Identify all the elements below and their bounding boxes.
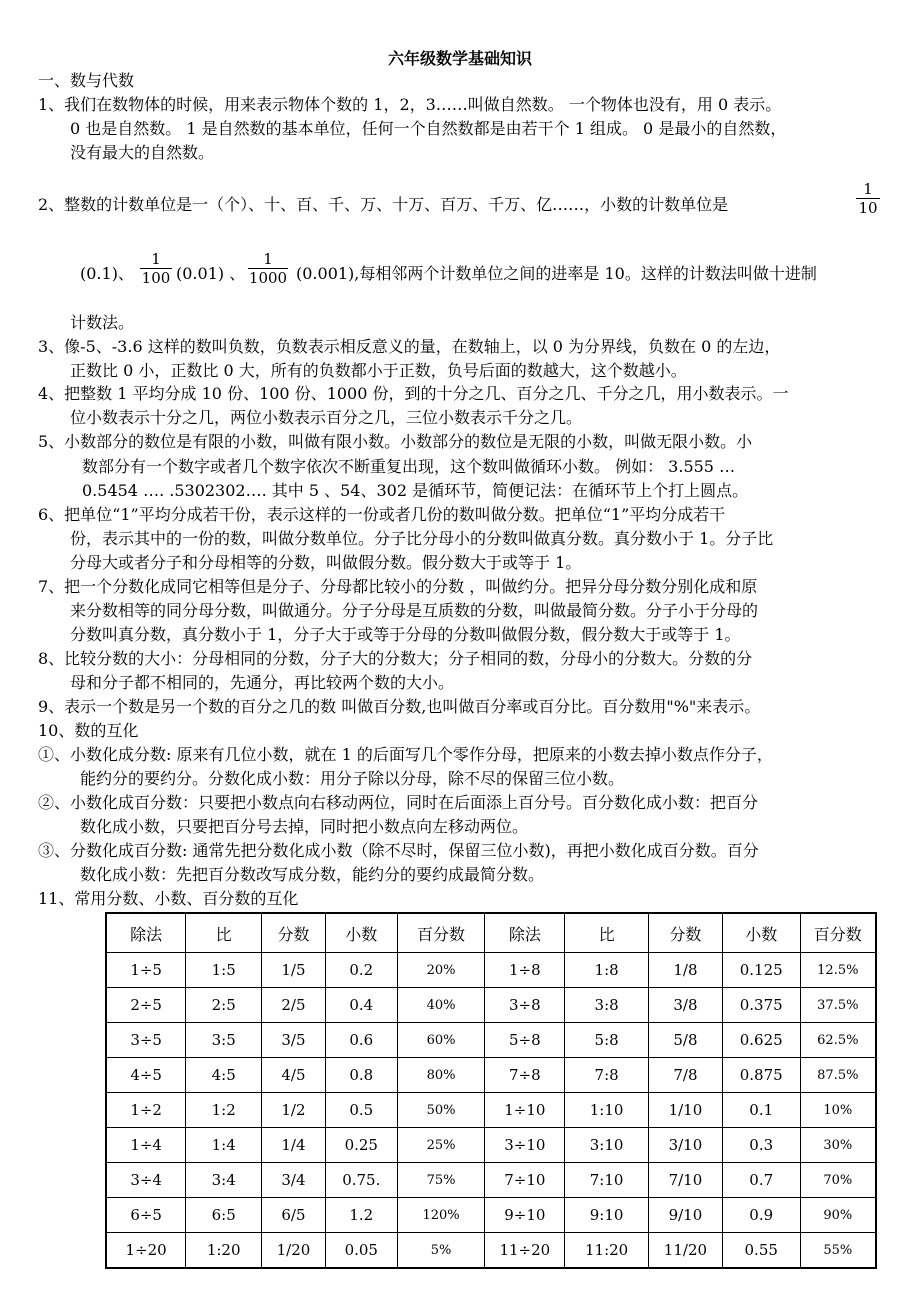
table-cell: 1/10 — [649, 1093, 723, 1128]
header-cell: 小数 — [722, 913, 800, 953]
table-row — [106, 1058, 876, 1093]
table-row — [106, 1163, 876, 1198]
table-cell: 0.875 — [722, 1058, 800, 1093]
fraction-one-thousandth — [248, 250, 288, 287]
table-cell: 0.25 — [325, 1128, 397, 1163]
header-cell: 百分数 — [800, 913, 876, 953]
paragraph-line: ②、小数化成百分数：只要把小数点向右移动两位，同时在后面添上百分号。百分数化成小数：把百分 — [38, 793, 759, 812]
fraction-numerator: 1 — [856, 180, 880, 199]
table-cell: 4÷5 — [106, 1058, 186, 1093]
table-row — [106, 1023, 876, 1058]
table-cell: 1/8 — [649, 953, 723, 988]
table-cell: 0.375 — [722, 988, 800, 1023]
header-cell: 除法 — [106, 913, 186, 953]
table-cell: 1/2 — [262, 1093, 326, 1128]
table-cell: 87.5% — [800, 1058, 876, 1093]
table-cell: 0.6 — [325, 1023, 397, 1058]
table-cell: 6÷5 — [106, 1198, 186, 1233]
paragraph-line: 母和分子都不相同的，先通分，再比较两个数的大小。 — [70, 673, 455, 692]
paragraph-line: 计数法。 — [70, 313, 135, 332]
paragraph-line: ③、分数化成百分数: 通常先把分数化成小数（除不尽时，保留三位小数)，再把小数化成百分数。百分 — [38, 841, 759, 860]
paragraph-line: 7、把一个分数化成同它相等但是分子、分母都比较小的分数 ，叫做约分。把异分母分数分别化成和原 — [38, 577, 758, 596]
table-cell: 4/5 — [262, 1058, 326, 1093]
table-cell: 0.3 — [722, 1128, 800, 1163]
header-cell: 百分数 — [397, 913, 485, 953]
table-cell: 1:2 — [186, 1093, 262, 1128]
table-cell: 120% — [397, 1198, 485, 1233]
table-cell: 11÷20 — [485, 1233, 565, 1269]
table-cell: 1/5 — [262, 953, 326, 988]
table-cell: 0.5 — [325, 1093, 397, 1128]
fraction-numerator: 1 — [140, 250, 172, 269]
table-cell: 1:5 — [186, 953, 262, 988]
table-cell: 80% — [397, 1058, 485, 1093]
header-cell: 比 — [565, 913, 649, 953]
table-cell: 0.4 — [325, 988, 397, 1023]
table-cell: 6/5 — [262, 1198, 326, 1233]
paragraph-line: 9、表示一个数是另一个数的百分之几的数 叫做百分数,也叫做百分率或百分比。百分数用"%"来表示。 — [38, 697, 761, 716]
table-cell: 1÷5 — [106, 953, 186, 988]
table-cell: 3/10 — [649, 1128, 723, 1163]
section-heading: 一、数与代数 — [38, 71, 135, 90]
paragraph-line: 10、数的互化 — [38, 721, 139, 740]
table-header-row — [106, 913, 876, 953]
table-cell: 62.5% — [800, 1023, 876, 1058]
fraction-numerator: 1 — [248, 250, 288, 269]
table-cell: 11/20 — [649, 1233, 723, 1269]
conversion-table — [105, 912, 877, 1269]
table-row — [106, 988, 876, 1023]
table-cell: 7÷8 — [485, 1058, 565, 1093]
paragraph-line: 1、我们在数物体的时候，用来表示物体个数的 1，2，3……叫做自然数。 一个物体也没有，用 0 表示。 — [38, 95, 782, 114]
table-cell: 1/20 — [262, 1233, 326, 1269]
table-cell: 5:8 — [565, 1023, 649, 1058]
table-cell: 75% — [397, 1163, 485, 1198]
table-cell: 1÷4 — [106, 1128, 186, 1163]
paragraph-line: 8、比较分数的大小：分母相同的分数，分子大的分数大；分子相同的数，分母小的分数大。分数的分 — [38, 649, 753, 668]
table-cell: 1/4 — [262, 1128, 326, 1163]
table-cell: 0.125 — [722, 953, 800, 988]
table-cell: 3÷10 — [485, 1128, 565, 1163]
table-row — [106, 1128, 876, 1163]
table-cell: 70% — [800, 1163, 876, 1198]
paragraph-line: 2、整数的计数单位是一（个）、十、百、千、万、十万、百万、千万、亿……，小数的计数单位是 — [38, 195, 729, 214]
paragraph-line: 份，表示其中的一份的数，叫做分数单位。分子比分母小的分数叫做真分数。真分数小于 1。分子比 — [70, 529, 774, 548]
header-cell: 比 — [186, 913, 262, 953]
paragraph-line: 0.5454 …. .5302302…. 其中 5 、54、302 是循环节，简便记法：在循环节上个打上圆点。 — [82, 481, 749, 500]
paragraph-line: 数部分有一个数字或者几个数字依次不断重复出现，这个数叫做循环小数。 例如： 3.555 … — [82, 457, 736, 476]
table-row — [106, 1233, 876, 1269]
paragraph-line: (0.001),每相邻两个计数单位之间的进率是 10。这样的计数法叫做十进制 — [296, 264, 817, 283]
table-cell: 1:10 — [565, 1093, 649, 1128]
table-cell: 5% — [397, 1233, 485, 1269]
paragraph-line: 来分数相等的同分母分数，叫做通分。分子分母是互质数的分数，叫做最简分数。分子小于分母的 — [70, 601, 759, 620]
table-cell: 50% — [397, 1093, 485, 1128]
table-cell: 0.1 — [722, 1093, 800, 1128]
header-cell: 小数 — [325, 913, 397, 953]
table-cell: 30% — [800, 1128, 876, 1163]
table-cell: 11:20 — [565, 1233, 649, 1269]
paragraph-line: 11、常用分数、小数、百分数的互化 — [38, 889, 299, 908]
fraction-denominator: 100 — [141, 269, 171, 287]
table-cell: 9/10 — [649, 1198, 723, 1233]
fraction-denominator: 10 — [858, 199, 878, 217]
table-row — [106, 1198, 876, 1233]
table-cell: 0.9 — [722, 1198, 800, 1233]
table-cell: 60% — [397, 1023, 485, 1058]
paragraph-line: 没有最大的自然数。 — [70, 143, 215, 162]
table-cell: 7/8 — [649, 1058, 723, 1093]
table-cell: 7/10 — [649, 1163, 723, 1198]
paragraph-line: 数化成小数，只要把百分号去掉，同时把小数点向左移动两位。 — [80, 817, 529, 836]
table-cell: 10% — [800, 1093, 876, 1128]
table-cell: 3:8 — [565, 988, 649, 1023]
page-title: 六年级数学基础知识 — [387, 49, 532, 68]
fraction-denominator: 1000 — [248, 269, 288, 287]
table-cell: 6:5 — [186, 1198, 262, 1233]
paragraph-line: 正数比 0 小，正数比 0 大，所有的负数都小于正数，负号后面的数越大，这个数越小。 — [70, 361, 687, 380]
table-cell: 3:4 — [186, 1163, 262, 1198]
table-cell: 1÷8 — [485, 953, 565, 988]
paragraph-line: 3、像-5、-3.6 这样的数叫负数，负数表示相反意义的量，在数轴上，以 0 为分界线，负数在 0 的左边， — [38, 337, 781, 356]
table-cell: 4:5 — [186, 1058, 262, 1093]
table-row — [106, 1093, 876, 1128]
paragraph-line: 0 也是自然数。 1 是自然数的基本单位，任何一个自然数都是由若干个 1 组成。 0 是最小的自然数， — [70, 119, 787, 138]
table-cell: 9÷10 — [485, 1198, 565, 1233]
table-cell: 2÷5 — [106, 988, 186, 1023]
table-cell: 5/8 — [649, 1023, 723, 1058]
table-cell: 1.2 — [325, 1198, 397, 1233]
table-cell: 20% — [397, 953, 485, 988]
table-cell: 3/4 — [262, 1163, 326, 1198]
table-cell: 7÷10 — [485, 1163, 565, 1198]
table-cell: 3/8 — [649, 988, 723, 1023]
table-cell: 40% — [397, 988, 485, 1023]
paragraph-line: 能约分的要约分。分数化成小数：用分子除以分母，除不尽的保留三位小数。 — [80, 769, 625, 788]
table-cell: 7:10 — [565, 1163, 649, 1198]
paragraph-line: 6、把单位“1”平均分成若干份，表示这样的一份或者几份的数叫做分数。把单位“1”平均分成若干 — [38, 505, 726, 524]
table-cell: 37.5% — [800, 988, 876, 1023]
table-cell: 0.05 — [325, 1233, 397, 1269]
table-cell: 1:20 — [186, 1233, 262, 1269]
table-cell: 0.8 — [325, 1058, 397, 1093]
table-cell: 1÷20 — [106, 1233, 186, 1269]
paragraph-line: 5、小数部分的数位是有限的小数，叫做有限小数。小数部分的数位是无限的小数，叫做无限小数。小 — [38, 432, 753, 451]
table-cell: 2:5 — [186, 988, 262, 1023]
table-cell: 7:8 — [565, 1058, 649, 1093]
table-cell: 2/5 — [262, 988, 326, 1023]
fraction-one-hundredth — [140, 250, 172, 287]
table-cell: 55% — [800, 1233, 876, 1269]
table-cell: 0.75. — [325, 1163, 397, 1198]
table-cell: 3:5 — [186, 1023, 262, 1058]
paragraph-line: (0.01) 、 — [176, 264, 246, 283]
paragraph-line: ①、小数化成分数: 原来有几位小数，就在 1 的后面写几个零作分母，把原来的小数去掉小数点作分子， — [38, 745, 773, 764]
paragraph-line: 位小数表示十分之几，两位小数表示百分之几，三位小数表示千分之几。 — [70, 408, 583, 427]
table-cell: 3:10 — [565, 1128, 649, 1163]
paragraph-line: 4、把整数 1 平均分成 10 份、100 份、1000 份，到的十分之几、百分之几、千分之几，用小数表示。一 — [38, 384, 789, 403]
table-cell: 25% — [397, 1128, 485, 1163]
fraction-one-tenth — [856, 180, 880, 217]
table-cell: 1:4 — [186, 1128, 262, 1163]
table-cell: 3÷4 — [106, 1163, 186, 1198]
paragraph-line: (0.1)、 — [80, 264, 134, 283]
header-cell: 分数 — [649, 913, 723, 953]
paragraph-line: 数化成小数：先把百分数改写成分数，能约分的要约成最简分数。 — [80, 865, 545, 884]
table-cell: 5÷8 — [485, 1023, 565, 1058]
table-cell: 1:8 — [565, 953, 649, 988]
table-cell: 12.5% — [800, 953, 876, 988]
table-cell: 1÷2 — [106, 1093, 186, 1128]
table-cell: 0.55 — [722, 1233, 800, 1269]
table-cell: 90% — [800, 1198, 876, 1233]
table-cell: 1÷10 — [485, 1093, 565, 1128]
table-cell: 3÷5 — [106, 1023, 186, 1058]
table-cell: 0.625 — [722, 1023, 800, 1058]
table-cell: 3/5 — [262, 1023, 326, 1058]
table-cell: 9:10 — [565, 1198, 649, 1233]
paragraph-line: 分母大或者分子和分母相等的分数，叫做假分数。假分数大于或等于 1。 — [70, 553, 582, 572]
paragraph-line: 分数叫真分数，真分数小于 1，分子大于或等于分母的分数叫做假分数，假分数大于或等于 1。 — [70, 625, 741, 644]
table-cell: 3÷8 — [485, 988, 565, 1023]
header-cell: 分数 — [262, 913, 326, 953]
table-cell: 0.2 — [325, 953, 397, 988]
header-cell: 除法 — [485, 913, 565, 953]
table-row — [106, 953, 876, 988]
table-cell: 0.7 — [722, 1163, 800, 1198]
